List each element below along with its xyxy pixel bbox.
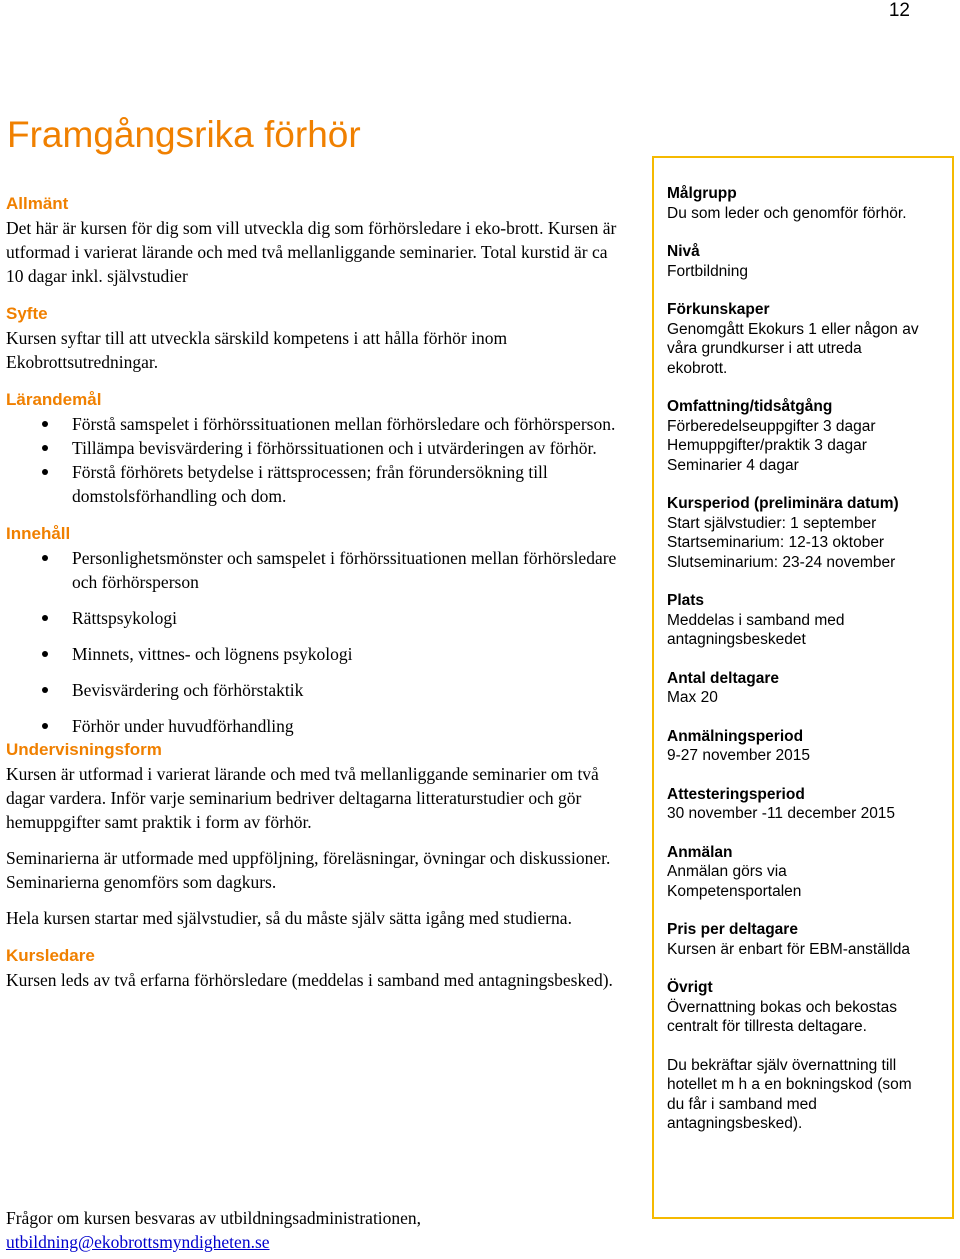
sidebar-item-value: Fortbildning	[667, 262, 748, 280]
undervisningsform-paragraph-1: Kursen är utformad i varierat lärande och med två mellanliggande seminarier om två dagar vardera. Inför varje seminarium bedriver deltagarna litteraturstudier och gör hemuppgifter samt praktik i form av förhör.	[6, 764, 599, 832]
sidebar-item-label: Kursperiod (preliminära datum)	[667, 495, 899, 512]
list-item: Bevisvärdering och förhörstaktik	[6, 678, 626, 702]
bullet-icon	[42, 687, 48, 693]
sidebar-item	[667, 184, 942, 223]
list-item: Minnets, vittnes- och lögnens psykologi	[6, 642, 626, 666]
sidebar-item-value: 30 november -11 december 2015	[667, 805, 896, 822]
bullet-icon	[42, 723, 48, 729]
section-heading-larandemal: Lärandemål	[6, 390, 102, 409]
sidebar-item-value: Hemuppgifter/praktik 3 dagar	[667, 437, 867, 454]
page-title: Framgångsrika förhör	[7, 114, 361, 155]
sidebar-item-value: centralt för tillresta deltagare.	[667, 1018, 867, 1035]
sidebar-item	[667, 397, 942, 475]
sidebar-item-label: Övrigt	[667, 979, 713, 996]
syfte-text: Kursen syftar till att utveckla särskild kompetens i att hålla förhör inom Ekobrottsutredningar.	[6, 328, 508, 372]
innehall-list	[6, 546, 626, 738]
sidebar-item-label: Målgrupp	[667, 185, 737, 202]
sidebar-item	[667, 242, 942, 281]
sidebar-item-value: 9-27 november 2015	[667, 747, 811, 764]
bullet-icon	[42, 421, 48, 427]
list-item: Rättspsykologi	[6, 606, 626, 630]
sidebar-item	[667, 727, 942, 766]
bullet-icon	[42, 615, 48, 621]
sidebar-item-value: Kompetensportalen	[667, 882, 802, 900]
email-link[interactable]: utbildning@ekobrottsmyndigheten.se	[6, 1232, 270, 1252]
bullet-icon	[42, 445, 48, 451]
section-heading-innehall: Innehåll	[6, 524, 71, 543]
sidebar-item	[667, 978, 942, 1037]
sidebar-item-value: hotellet m h a en bokningskod (som	[667, 1076, 912, 1093]
section-heading-undervisningsform: Undervisningsform	[6, 740, 162, 759]
sidebar-item-value: Genomgått Ekokurs 1 eller någon av	[667, 320, 919, 338]
list-item: Förhör under huvudförhandling	[6, 714, 626, 738]
sidebar-item	[667, 1056, 942, 1134]
bullet-icon	[42, 469, 48, 475]
sidebar-item-label: Antal deltagare	[667, 669, 779, 687]
sidebar-item-label: Nivå	[667, 243, 700, 260]
section-heading-kursledare: Kursledare	[6, 946, 95, 965]
main-column	[6, 192, 626, 992]
sidebar-item	[667, 843, 942, 902]
sidebar-item-label: Omfattning/tidsåtgång	[667, 398, 833, 415]
sidebar-item-value: Du som leder och genomför förhör.	[667, 204, 907, 222]
sidebar-item-value: våra grundkurser i att utreda	[667, 340, 862, 357]
allmant-text: Det här är kursen för dig som vill utveckla dig som förhörsledare i eko-brott. Kursen är utformad i varierat lärande och med två mellanliggande seminarier. Total kurstid är ca 10 dagar inkl. självstudier	[6, 218, 617, 286]
sidebar-item	[667, 669, 942, 708]
list-item: Förstå samspelet i förhörssituationen mellan förhörsledare och förhörsperson.	[6, 412, 626, 436]
sidebar-item-value: ekobrott.	[667, 359, 728, 377]
sidebar-item-value: du får i samband med	[667, 1095, 817, 1113]
section-heading-syfte: Syfte	[6, 304, 48, 323]
sidebar-item	[667, 300, 942, 378]
sidebar-item-label: Anmälningsperiod	[667, 727, 804, 745]
sidebar-item-value: Övernattning bokas och bekostas	[667, 998, 898, 1016]
sidebar-item-value: Seminarier 4 dagar	[667, 456, 799, 474]
bullet-icon	[42, 651, 48, 657]
larandemal-list	[6, 412, 626, 508]
undervisningsform-paragraph-2: Seminarierna är utformade med uppföljning, föreläsningar, övningar och diskussioner. Seminarierna genomförs som dagkurs.	[6, 848, 611, 892]
sidebar-item-value: Förberedelseuppgifter 3 dagar	[667, 417, 876, 435]
sidebar-item-value: Max 20	[667, 689, 718, 706]
undervisningsform-paragraph-3: Hela kursen startar med självstudier, så du måste själv sätta igång med studierna.	[6, 908, 572, 928]
sidebar-item-value: antagningsbeskedet	[667, 631, 806, 648]
sidebar-item-value: antagningsbesked).	[667, 1115, 803, 1132]
kursledare-text: Kursen leds av två erfarna förhörsledare (meddelas i samband med antagningsbesked).	[6, 970, 613, 990]
sidebar-item-value: Start självstudier: 1 september	[667, 514, 877, 532]
sidebar-item-label: Pris per deltagare	[667, 921, 798, 938]
course-info-sidebar	[652, 156, 954, 1219]
section-heading-allmant: Allmänt	[6, 194, 69, 213]
list-item: Förstå förhörets betydelse i rättsprocessen; från förundersökning till domstolsförhandling och dom.	[6, 460, 626, 508]
bullet-icon	[42, 555, 48, 561]
sidebar-item-label: Attesteringsperiod	[667, 785, 805, 803]
sidebar-item-label: Förkunskaper	[667, 301, 770, 318]
sidebar-item-label: Anmälan	[667, 843, 733, 861]
sidebar-item-value: Kursen är enbart för EBM-anställda	[667, 940, 910, 958]
list-item: Personlighetsmönster och samspelet i förhörssituationen mellan förhörsledare och förhörsperson	[6, 546, 626, 594]
sidebar-item	[667, 785, 942, 824]
sidebar-item	[667, 494, 942, 572]
sidebar-item-value: Slutseminarium: 23-24 november	[667, 553, 896, 571]
sidebar-item-value: Startseminarium: 12-13 oktober	[667, 534, 885, 551]
sidebar-item-value: Du bekräftar själv övernattning till	[667, 1056, 897, 1074]
sidebar-item-value: Anmälan görs via	[667, 863, 787, 880]
sidebar-item	[667, 920, 942, 959]
footer-contact	[6, 1206, 626, 1254]
sidebar-item	[667, 591, 942, 650]
sidebar-item-value: Meddelas i samband med	[667, 611, 845, 629]
sidebar-item-label: Plats	[667, 592, 705, 609]
page-number: 12	[888, 0, 910, 21]
footer-text: Frågor om kursen besvaras av utbildningsadministrationen,	[6, 1208, 422, 1228]
list-item: Tillämpa bevisvärdering i förhörssituationen och i utvärderingen av förhör.	[6, 436, 626, 460]
